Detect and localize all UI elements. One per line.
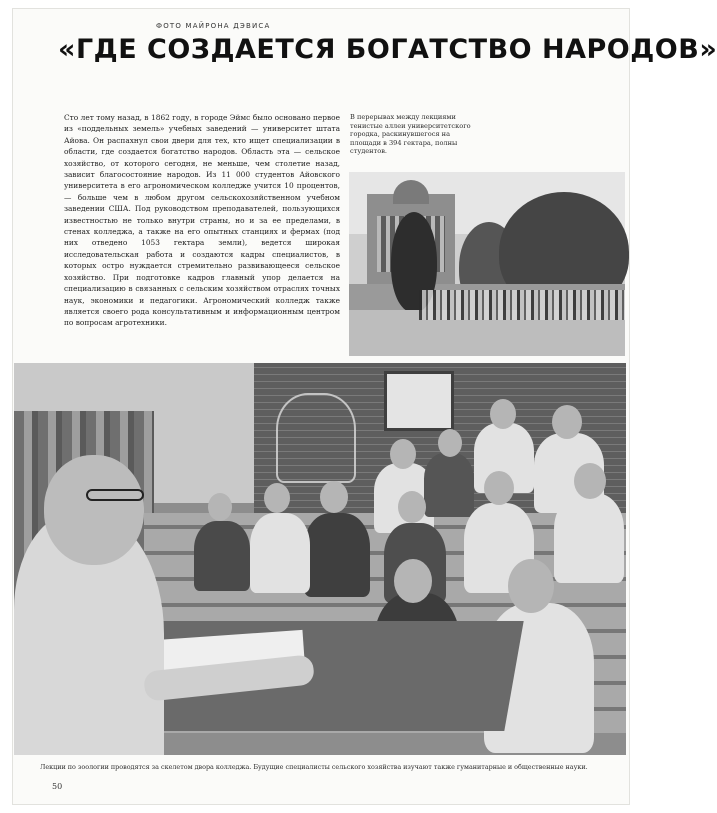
- campus-photo-caption: В перерывах между лекциями тенистые аллеи университетского городка, раскинувшегося на площади в 394 гектара, полны студентов.: [350, 113, 471, 156]
- page-number: 50: [52, 782, 63, 791]
- photo-credit: ФОТО МАЙРОНА ДЭВИСА: [156, 22, 271, 30]
- campus-photo: [349, 172, 625, 356]
- lecture-photo-caption: Лекции по зоологии проводятся за скелетом двора колледжа. Будущие специалисты сельского хозяйства изучают также гуманитарные и общественные науки.: [40, 763, 588, 771]
- lecture-hall-photo: [14, 363, 626, 755]
- article-body: Сто лет тому назад, в 1862 году, в городе Эймс было основано первое из «поддельных земель» учебных заведений — университет штата Айова. Он распахнул свои двери для тех, кто ищет специализации в области, где создается богатство народов. Область эта — сельское хозяйство, от которого сегодня, не меньше, чем столетие назад, зависит благосостояние народов. Из 11 000 студентов Айовского университета в его агрономическом колледже учится 10 процентов, — больше чем в любом другом сельскохозяйственном учебном заведении США. Под руководством преподавателей, пользующихся известностью не только внутри страны, но и за ее пределами, в стенах колледжа, а также на его опытных станциях и фермах (под них отведено 1053 гектара земли), ведется широкая исследовательская работа и создаются кадры специалистов, в которых остро нуждается стремительно развивающееся сельское хозяйство. При подготовке кадров главный упор делается на специализацию в связанных с сельским хозяйством отраслях точных наук, экономики и педагогики. Агрономический колледж также является своего рода консультативным и информационным центром по вопросам агротехники.: [64, 113, 340, 328]
- article-headline: «ГДЕ СОЗДАЕТСЯ БОГАТСТВО НАРОДОВ»: [58, 34, 717, 65]
